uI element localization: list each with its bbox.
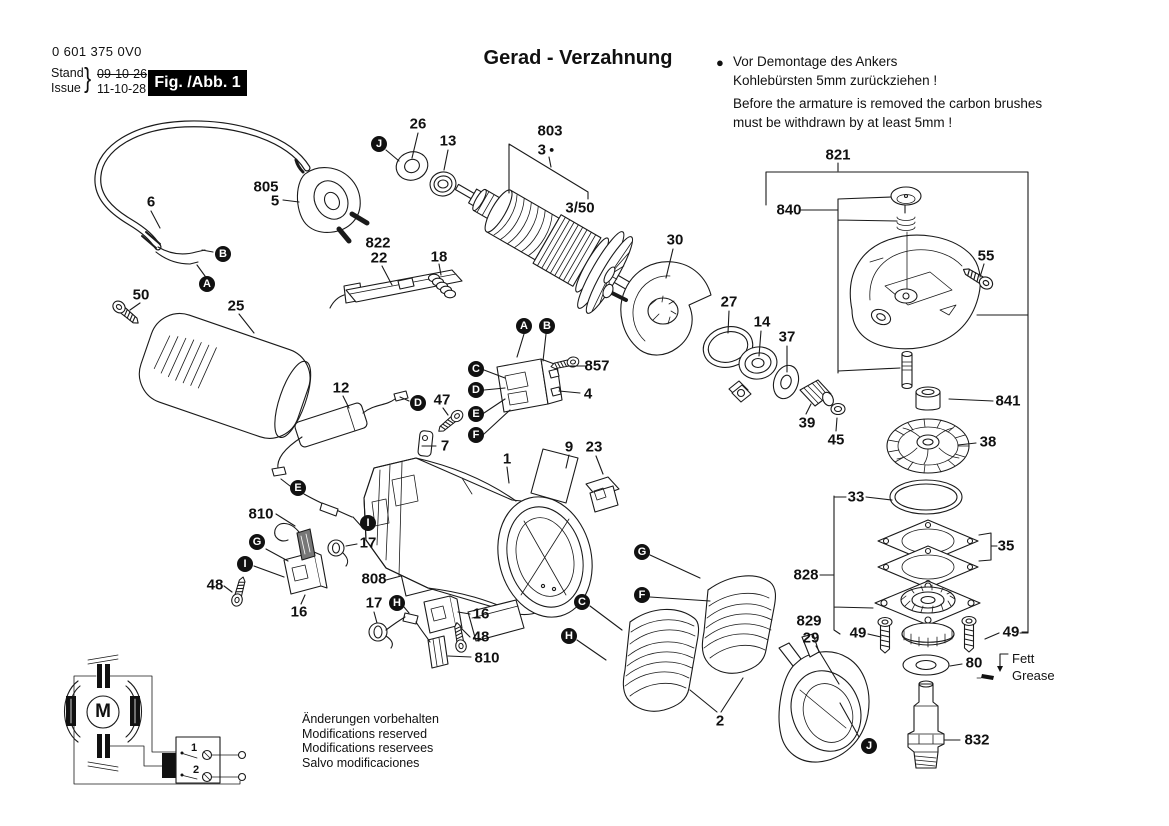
armature-notice [733, 52, 1042, 132]
part-callout-9: 9 [564, 438, 574, 456]
part-callout-47: 47 [433, 391, 451, 409]
notice-bullet-icon: ● [716, 55, 724, 70]
grease-de: Fett [1012, 651, 1035, 666]
part-callout-821: 821 [825, 146, 851, 164]
ref-letter-F: F [468, 427, 484, 443]
ref-letter-D: D [410, 395, 426, 411]
document-part-number: 0 601 375 0V0 [52, 44, 142, 59]
notice-en-line1: Before the armature is removed the carbon brushes [733, 96, 1043, 111]
part-callout-55: 55 [977, 247, 995, 265]
revision-block [51, 66, 84, 96]
part-callout-17: 17 [359, 534, 377, 552]
part-callout-80: 80 [965, 654, 983, 672]
footer-line-fr: Modifications reservees [302, 741, 434, 755]
ref-letter-I: I [237, 556, 253, 572]
part-callout-857: 857 [584, 357, 610, 375]
new-date: 11-10-28 [97, 82, 147, 96]
part-callout-17: 17 [365, 594, 383, 612]
notice-en-line2: must be withdrawn by at least 5mm ! [733, 115, 953, 130]
part-callout-803: 803 [537, 122, 563, 140]
part-callout-7: 7 [440, 437, 450, 455]
part-callout-810: 810 [474, 649, 500, 667]
part-callout-3: 3 ● [537, 141, 555, 159]
part-callout-805: 805 [253, 178, 279, 196]
part-callout-832: 832 [964, 731, 990, 749]
part-callout-13: 13 [439, 132, 457, 150]
ref-letter-B: B [539, 318, 555, 334]
part-callout-18: 18 [430, 248, 448, 266]
part-callout-840: 840 [776, 201, 802, 219]
part-callout-27: 27 [720, 293, 738, 311]
guard-sketch [779, 634, 872, 762]
ref-letter-H: H [389, 595, 405, 611]
motor-cover-sketch [131, 305, 320, 447]
ref-letter-C: C [574, 594, 590, 610]
part-callout-45: 45 [827, 431, 845, 449]
oring-bearing-row-sketch [699, 321, 845, 414]
part-callout-49: 49 [1002, 623, 1020, 641]
ref-letter-I: I [360, 515, 376, 531]
part-callout-37: 37 [778, 328, 796, 346]
ref-letter-G: G [634, 544, 650, 560]
notice-de-line1: Vor Demontage des Ankers [733, 54, 898, 69]
part-callout-2: 2 [192, 764, 200, 776]
page-title: Gerad - Verzahnung [483, 47, 673, 69]
modifications-note [302, 712, 439, 770]
part-callout-16: 16 [290, 603, 308, 621]
part-callout-35: 35 [997, 537, 1015, 555]
ref-letter-A: A [199, 276, 215, 292]
part-callout-39: 39 [798, 414, 816, 432]
part-callout-1: 1 [190, 742, 198, 754]
part-callout-38: 38 [979, 433, 997, 451]
brush-plate-sketch [330, 270, 462, 308]
ref-letter-G: G [249, 534, 265, 550]
slider-sketch [586, 477, 619, 512]
part-callout-822: 822 [365, 234, 391, 252]
bearing-sketch [392, 147, 458, 199]
part-callout-14: 14 [753, 313, 771, 331]
ref-letter-B: B [215, 246, 231, 262]
ref-letter-E: E [290, 480, 306, 496]
part-callout-30: 30 [666, 231, 684, 249]
part-callout-25: 25 [227, 297, 245, 315]
issue-label: Issue [51, 81, 81, 95]
gear-train-sketch [875, 419, 980, 768]
part-callout-22: 22 [370, 249, 388, 267]
notice-de-line2: Kohlebürsten 5mm zurückziehen ! [733, 73, 938, 88]
part-callout-50: 50 [132, 286, 150, 304]
revision-brace: } [84, 62, 92, 93]
ref-letter-D: D [468, 382, 484, 398]
part-callout-4: 4 [583, 385, 593, 403]
footer-line-de: Änderungen vorbehalten [302, 712, 439, 726]
part-callout-12: 12 [332, 379, 350, 397]
part-callout-48: 48 [472, 628, 490, 646]
part-callout-828: 828 [793, 566, 819, 584]
stand-label: Stand [51, 66, 84, 80]
ref-letter-J: J [371, 136, 387, 152]
grease-en: Grease [1012, 668, 1055, 683]
footer-line-es: Salvo modificaciones [302, 755, 420, 770]
part-callout-5: 5 [270, 192, 280, 210]
part-callout-810: 810 [248, 505, 274, 523]
old-date: 09-10-26 [97, 67, 148, 81]
part-callout-2: 2 [715, 712, 725, 730]
part-callout-6: 6 [146, 193, 156, 211]
bracket-sketch [418, 430, 434, 456]
part-callout-23: 23 [585, 438, 603, 456]
ref-letter-J: J [861, 738, 877, 754]
brush-holder-left-sketch [275, 523, 348, 594]
part-callout-808: 808 [361, 570, 387, 588]
part-callout-16: 16 [472, 605, 490, 623]
part-callout-29: 29 [802, 629, 820, 647]
part-callout-M: M [95, 701, 111, 722]
revision-dates [97, 67, 147, 97]
ref-letter-C: C [468, 361, 484, 377]
ref-letter-E: E [468, 406, 484, 422]
plug-sketch [296, 160, 367, 241]
brush-holder-right-sketch [369, 596, 462, 668]
part-callout-26: 26 [409, 115, 427, 133]
figure-label: Fig. /Abb. 1 [148, 70, 247, 96]
wiring-schematic-sketch [65, 655, 246, 784]
ref-letter-A: A [516, 318, 532, 334]
part-callout-48: 48 [206, 576, 224, 594]
part-callout-3-50: 3/50 [565, 199, 595, 217]
part-callout-1: 1 [502, 450, 512, 468]
footer-line-en: Modifications reserved [302, 726, 428, 741]
part-callout-49: 49 [849, 624, 867, 642]
ref-letter-F: F [634, 587, 650, 603]
part-callout-829: 829 [796, 612, 822, 630]
grease-note [1012, 650, 1055, 684]
part-callout-841: 841 [995, 392, 1021, 410]
part-callout-33: 33 [847, 488, 865, 506]
ref-letter-H: H [561, 628, 577, 644]
